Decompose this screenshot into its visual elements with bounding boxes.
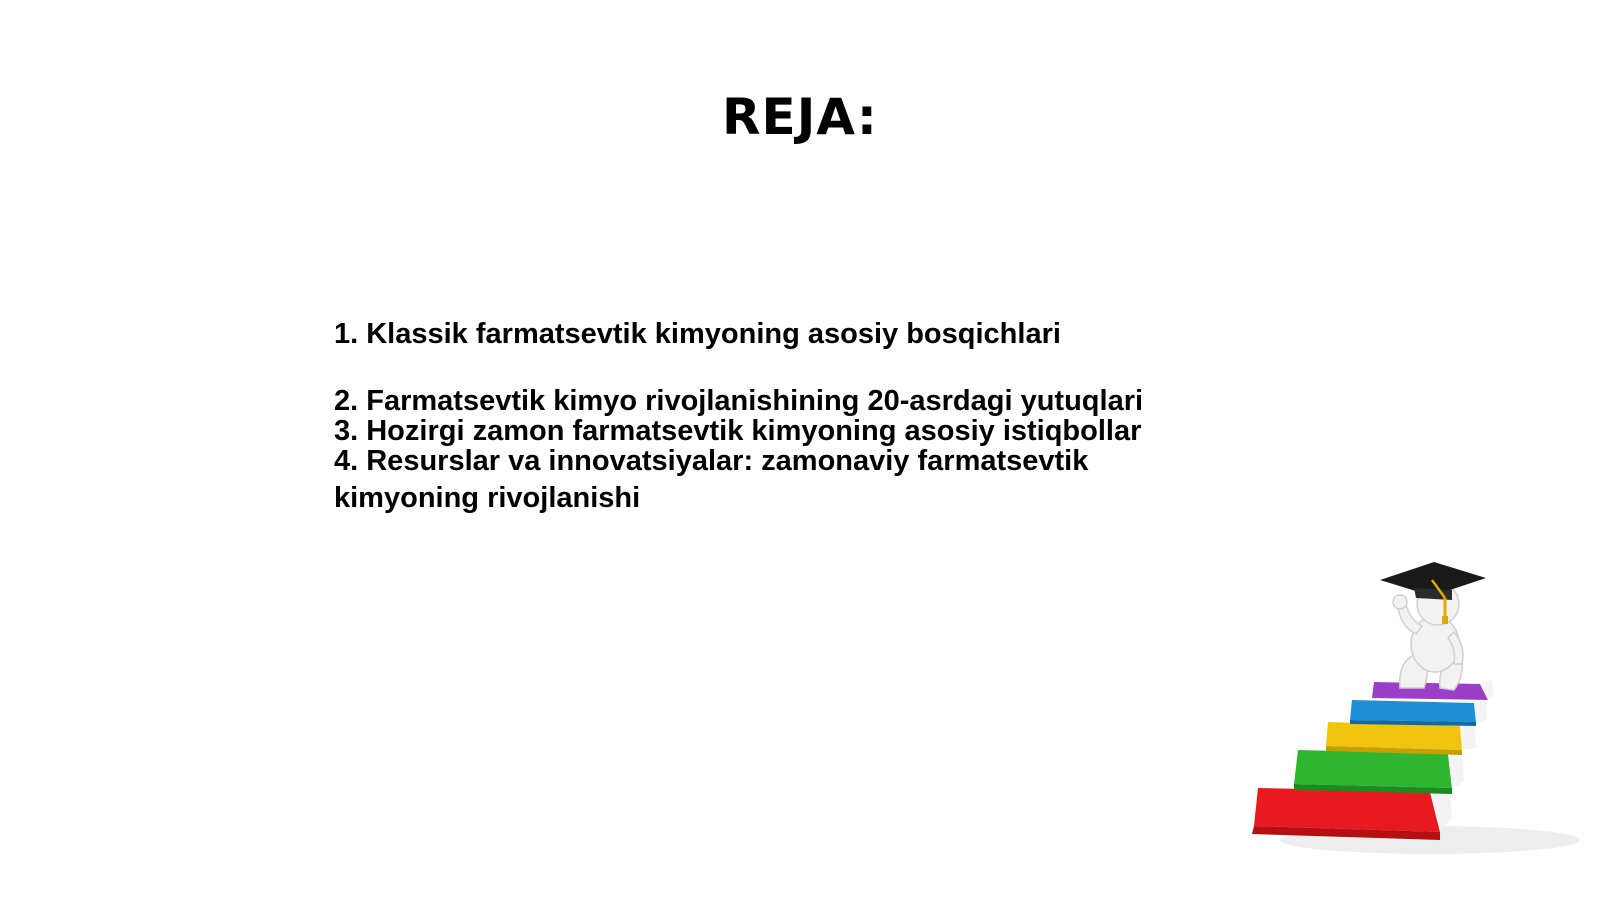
- slide-title: REJA:: [722, 88, 878, 146]
- book-yellow: [1326, 722, 1476, 755]
- graduate-figure: [1393, 583, 1463, 690]
- agenda-item: 2. Farmatsevtik kimyo rivojlanishining 20-asrdagi yutuqlari: [334, 385, 1144, 417]
- agenda-item: 3. Hozirgi zamon farmatsevtik kimyoning asosiy istiqbollar: [334, 415, 1142, 447]
- agenda-item: 4. Resurslar va innovatsiyalar: zamonaviy farmatsevtik kimyoning rivojlanishi: [334, 445, 1089, 514]
- graduate-on-books-icon: [1240, 560, 1580, 860]
- book-green: [1294, 750, 1464, 794]
- book-blue: [1350, 700, 1487, 726]
- agenda-item: 1. Klassik farmatsevtik kimyoning asosiy bosqichlari: [334, 318, 1061, 350]
- book-red: [1252, 786, 1452, 840]
- book-purple: [1372, 680, 1494, 700]
- agenda-list: [334, 316, 1174, 517]
